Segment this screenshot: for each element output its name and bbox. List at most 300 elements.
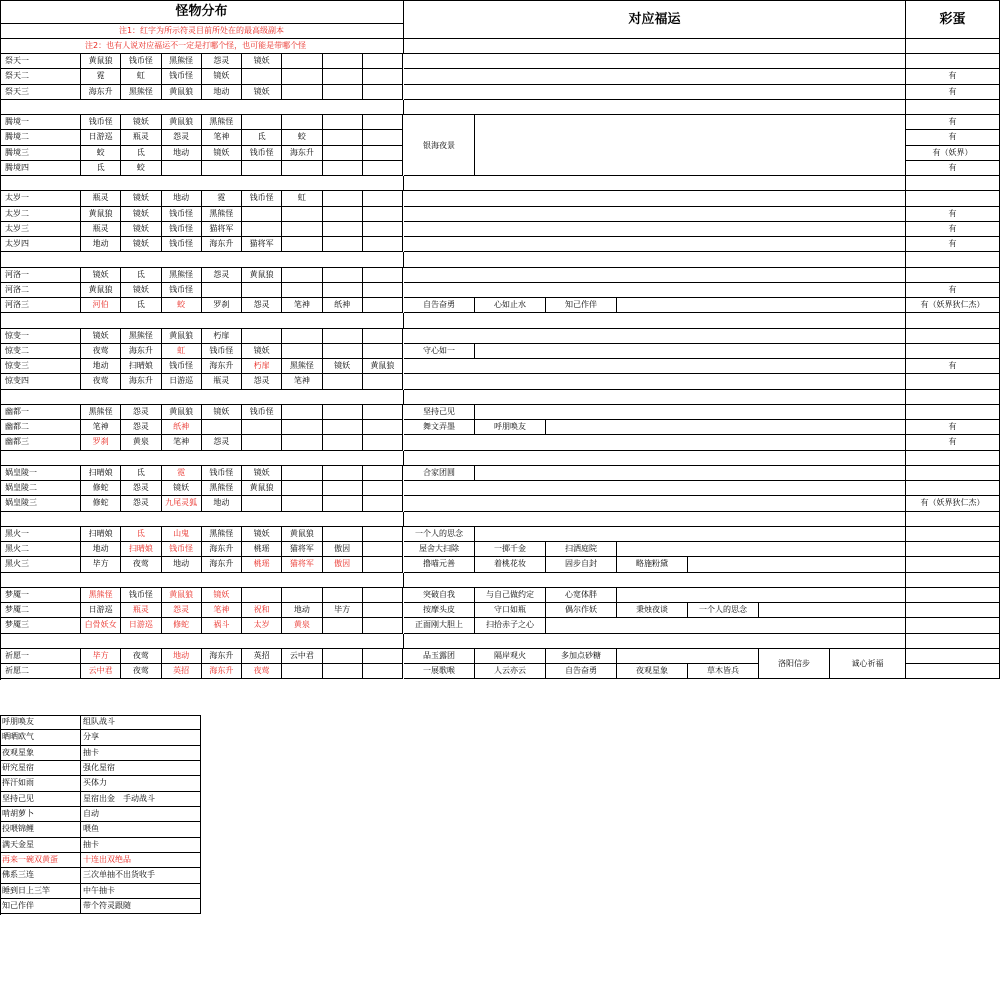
group-gap	[906, 634, 1000, 649]
empty-cell	[282, 481, 322, 496]
fortune-blank	[546, 618, 906, 633]
fortune-blank	[475, 344, 906, 359]
monster-cell: 钱币怪	[162, 222, 202, 237]
monster-cell: 笔神	[81, 420, 121, 435]
empty-cell	[323, 329, 363, 344]
empty-cell	[323, 161, 363, 176]
fortune-cell: 人云亦云	[475, 664, 546, 679]
monster-cell: 夜莺	[81, 374, 121, 389]
dungeon-name: 梦魇二	[0, 603, 81, 618]
fortune-header-spacer	[404, 39, 906, 54]
fortune-blank	[404, 237, 906, 252]
empty-cell	[363, 481, 403, 496]
group-gap	[0, 634, 404, 649]
legend-key: 满天金星	[0, 838, 81, 853]
monster-cell: 怨灵	[162, 603, 202, 618]
empty-cell	[323, 527, 363, 542]
empty-cell	[242, 115, 282, 130]
egg-cell	[906, 603, 1000, 618]
fortune-blank	[475, 527, 906, 542]
monster-cell: 蛟	[121, 161, 161, 176]
empty-cell	[363, 588, 403, 603]
group-gap	[0, 390, 404, 405]
egg-cell	[906, 664, 1000, 679]
fortune-cell: 呼朋唤友	[475, 420, 546, 435]
monster-cell: 猫将军	[282, 542, 322, 557]
monster-cell: 黄鼠狼	[81, 54, 121, 69]
group-gap	[0, 100, 404, 115]
dungeon-name: 腾境三	[0, 146, 81, 161]
dungeon-name: 黑火二	[0, 542, 81, 557]
group-gap	[906, 451, 1000, 466]
empty-cell	[242, 207, 282, 222]
monster-cell: 虹	[282, 191, 322, 206]
monster-cell: 云中君	[282, 649, 322, 664]
monster-cell: 黄鼠狼	[242, 481, 282, 496]
empty-cell	[323, 207, 363, 222]
egg-cell: 有（妖界狄仁杰）	[906, 298, 1000, 313]
fortune-cell: 屋舍大扫除	[404, 542, 475, 557]
group-gap	[404, 512, 906, 527]
egg-cell	[906, 329, 1000, 344]
empty-cell	[242, 420, 282, 435]
monster-cell: 镜妖	[242, 344, 282, 359]
empty-cell	[323, 130, 363, 145]
fortune-blank	[617, 542, 906, 557]
fortune-blank	[404, 283, 906, 298]
egg-cell	[906, 481, 1000, 496]
empty-cell	[323, 268, 363, 283]
egg-cell: 有	[906, 115, 1000, 130]
monster-cell: 镜妖	[202, 69, 242, 84]
monster-cell: 祸斗	[202, 618, 242, 633]
dungeon-name: 梦魇一	[0, 588, 81, 603]
fortune-cell: 着桃花妆	[475, 557, 546, 572]
empty-cell	[363, 374, 403, 389]
dungeon-name: 腾境二	[0, 130, 81, 145]
egg-header-spacer	[906, 39, 1000, 54]
monster-cell: 镜妖	[323, 359, 363, 374]
monster-cell: 夜莺	[121, 664, 161, 679]
legend-key: 知己作伴	[0, 899, 81, 914]
monster-cell: 钱币怪	[202, 344, 242, 359]
monster-cell: 镜妖	[81, 268, 121, 283]
monster-cell: 镜妖	[242, 527, 282, 542]
monster-cell: 黑熊怪	[121, 85, 161, 100]
empty-cell	[323, 588, 363, 603]
monster-cell: 傲因	[323, 557, 363, 572]
legend-value: 分享	[81, 730, 201, 745]
dungeon-name: 河洛三	[0, 298, 81, 313]
monster-cell: 氐	[121, 298, 161, 313]
monster-cell: 桃瑶	[242, 542, 282, 557]
group-gap	[404, 313, 906, 328]
egg-cell	[906, 588, 1000, 603]
egg-cell	[906, 466, 1000, 481]
fortune-cell: 舞文弄墨	[404, 420, 475, 435]
monster-cell: 钱币怪	[162, 237, 202, 252]
egg-cell: 有	[906, 237, 1000, 252]
egg-cell: 有	[906, 207, 1000, 222]
fortune-blank	[475, 466, 906, 481]
fortune-blank	[475, 405, 906, 420]
fortune-cell: 草木皆兵	[688, 664, 759, 679]
empty-cell	[363, 542, 403, 557]
monster-cell: 傲因	[323, 542, 363, 557]
monster-cell: 黑熊怪	[81, 405, 121, 420]
group-gap	[404, 573, 906, 588]
monster-cell: 瓶灵	[121, 130, 161, 145]
monster-cell: 海东升	[202, 237, 242, 252]
empty-cell	[363, 283, 403, 298]
monster-cell: 霓	[162, 466, 202, 481]
monster-cell: 夜莺	[121, 649, 161, 664]
monster-cell: 海东升	[202, 649, 242, 664]
empty-cell	[323, 115, 363, 130]
egg-cell	[906, 542, 1000, 557]
egg-cell: 有	[906, 359, 1000, 374]
fortune-blank	[617, 649, 759, 664]
monster-cell: 瓶灵	[121, 603, 161, 618]
empty-cell	[282, 237, 322, 252]
monster-cell: 黑熊怪	[202, 527, 242, 542]
dungeon-name: 娲皇陵二	[0, 481, 81, 496]
fortune-cell: 自告奋勇	[546, 664, 617, 679]
dungeon-name: 梦魇三	[0, 618, 81, 633]
monster-cell: 猫将军	[282, 557, 322, 572]
egg-cell: 有	[906, 130, 1000, 145]
group-gap	[906, 176, 1000, 191]
monster-cell: 罗刹	[81, 435, 121, 450]
egg-cell: 有	[906, 420, 1000, 435]
egg-cell: 有	[906, 69, 1000, 84]
group-gap	[404, 390, 906, 405]
legend-key: 睡到日上三竿	[0, 884, 81, 899]
dungeon-name: 太岁一	[0, 191, 81, 206]
fortune-cell: 心宽体胖	[546, 588, 617, 603]
legend-key: 研究星宿	[0, 761, 81, 776]
fortune-cell: 一掷千金	[475, 542, 546, 557]
empty-cell	[323, 435, 363, 450]
monster-cell: 黄鼠狼	[282, 527, 322, 542]
empty-cell	[282, 588, 322, 603]
group-gap	[0, 252, 404, 267]
monster-cell: 虹	[162, 344, 202, 359]
monster-cell: 钱币怪	[242, 146, 282, 161]
dungeon-name: 太岁三	[0, 222, 81, 237]
egg-cell	[906, 54, 1000, 69]
monster-cell: 夜莺	[121, 557, 161, 572]
empty-cell	[242, 329, 282, 344]
monster-cell: 夜莺	[242, 664, 282, 679]
empty-cell	[363, 527, 403, 542]
empty-cell	[363, 557, 403, 572]
monster-cell: 镜妖	[121, 115, 161, 130]
empty-cell	[323, 237, 363, 252]
legend-value: 自动	[81, 807, 201, 822]
monster-cell: 蛟	[81, 146, 121, 161]
empty-cell	[363, 130, 403, 145]
fortune-blank	[475, 115, 906, 176]
monster-cell: 瓶灵	[81, 222, 121, 237]
monster-cell: 镜妖	[121, 283, 161, 298]
legend-value: 抽卡	[81, 838, 201, 853]
group-gap	[906, 100, 1000, 115]
monster-cell: 黑熊怪	[202, 207, 242, 222]
empty-cell	[363, 664, 403, 679]
monster-cell: 氐	[81, 161, 121, 176]
fortune-cell: 知己作伴	[546, 298, 617, 313]
group-gap	[0, 512, 404, 527]
fortune-blank	[404, 435, 906, 450]
monster-cell: 黑熊怪	[202, 115, 242, 130]
fortune-cell: 与自己做约定	[475, 588, 546, 603]
dungeon-name: 娲皇陵三	[0, 496, 81, 511]
monster-cell: 钱币怪	[162, 359, 202, 374]
monster-cell: 日游巡	[162, 374, 202, 389]
monster-cell: 钱币怪	[121, 588, 161, 603]
dungeon-name: 幽都三	[0, 435, 81, 450]
empty-cell	[363, 237, 403, 252]
monster-cell: 地动	[81, 542, 121, 557]
monster-cell: 笔神	[202, 603, 242, 618]
monster-cell: 夜莺	[81, 344, 121, 359]
empty-cell	[282, 222, 322, 237]
monster-cell: 海东升	[121, 374, 161, 389]
empty-cell	[282, 268, 322, 283]
monster-cell: 地动	[162, 649, 202, 664]
monster-cell: 海东升	[202, 542, 242, 557]
egg-cell	[906, 405, 1000, 420]
dungeon-name: 幽都一	[0, 405, 81, 420]
empty-cell	[282, 283, 322, 298]
group-gap	[404, 634, 906, 649]
empty-cell	[323, 466, 363, 481]
monster-cell: 九尾灵狐	[162, 496, 202, 511]
monster-cell: 氐	[121, 466, 161, 481]
monster-cell: 钱币怪	[162, 283, 202, 298]
monster-cell: 海东升	[202, 359, 242, 374]
monster-cell: 黄鼠狼	[162, 329, 202, 344]
monster-cell: 蛟	[162, 298, 202, 313]
group-gap	[404, 176, 906, 191]
monster-cell: 英招	[162, 664, 202, 679]
monster-cell: 蛟	[282, 130, 322, 145]
monster-cell: 钱币怪	[242, 191, 282, 206]
group-gap	[906, 252, 1000, 267]
fortune-cell: 按摩头皮	[404, 603, 475, 618]
legend-value: 星宿出金 手动战斗	[81, 792, 201, 807]
empty-cell	[242, 69, 282, 84]
monster-cell: 笔神	[162, 435, 202, 450]
empty-cell	[363, 146, 403, 161]
monster-cell: 钱币怪	[202, 466, 242, 481]
monster-cell: 镜妖	[121, 237, 161, 252]
monster-cell: 罗刹	[202, 298, 242, 313]
monster-cell: 怨灵	[121, 481, 161, 496]
monster-cell: 修蛇	[162, 618, 202, 633]
monster-cell: 纸神	[162, 420, 202, 435]
monster-cell: 黑熊怪	[81, 588, 121, 603]
group-gap	[404, 100, 906, 115]
monster-cell: 镜妖	[202, 146, 242, 161]
monster-cell: 地动	[202, 496, 242, 511]
group-gap	[906, 512, 1000, 527]
fortune-blank	[404, 69, 906, 84]
empty-cell	[363, 496, 403, 511]
monster-cell: 白骨妖女	[81, 618, 121, 633]
monster-cell: 黄鼠狼	[81, 283, 121, 298]
note-2: 注2：也有人说对应福运不一定是打哪个怪，也可能是带哪个怪	[0, 39, 404, 54]
monster-cell: 镜妖	[81, 329, 121, 344]
empty-cell	[282, 664, 322, 679]
fortune-cell: 撸喵元善	[404, 557, 475, 572]
monster-cell: 氐	[121, 268, 161, 283]
egg-cell	[906, 191, 1000, 206]
monster-cell: 海东升	[202, 557, 242, 572]
fortune-cell: 固步自封	[546, 557, 617, 572]
monster-cell: 笔神	[202, 130, 242, 145]
monster-cell: 地动	[162, 146, 202, 161]
empty-cell	[363, 618, 403, 633]
monster-cell: 镜妖	[242, 54, 282, 69]
monster-cell: 地动	[81, 237, 121, 252]
monster-cell: 毕方	[81, 557, 121, 572]
monster-cell: 钱币怪	[81, 115, 121, 130]
legend-value: 买体力	[81, 776, 201, 791]
empty-cell	[363, 329, 403, 344]
empty-cell	[323, 146, 363, 161]
monster-cell: 地动	[202, 85, 242, 100]
egg-cell: 有（妖界）	[906, 146, 1000, 161]
monster-cell: 黄鼠狼	[242, 268, 282, 283]
monster-cell: 钱币怪	[162, 207, 202, 222]
empty-cell	[363, 420, 403, 435]
empty-cell	[282, 405, 322, 420]
fortune-blank	[546, 420, 906, 435]
monster-cell: 黄鼠狼	[162, 405, 202, 420]
group-gap	[404, 451, 906, 466]
monster-cell: 黑熊怪	[162, 268, 202, 283]
dungeon-name: 娲皇陵一	[0, 466, 81, 481]
legend-value: 强化星宿	[81, 761, 201, 776]
fortune-cell: 隔岸观火	[475, 649, 546, 664]
egg-cell	[906, 527, 1000, 542]
fortune-merged-cell: 洛阳信步	[759, 649, 830, 680]
monster-cell: 日游巡	[81, 130, 121, 145]
empty-cell	[242, 435, 282, 450]
fortune-merged-cell: 诚心祈福	[830, 649, 906, 680]
monster-cell: 霓	[202, 191, 242, 206]
monster-cell: 霓	[81, 69, 121, 84]
fortune-cell: 一个人的思念	[404, 527, 475, 542]
group-gap	[0, 313, 404, 328]
monster-cell: 黄泉	[282, 618, 322, 633]
empty-cell	[202, 420, 242, 435]
group-gap	[906, 573, 1000, 588]
monster-cell: 镜妖	[121, 191, 161, 206]
empty-cell	[363, 115, 403, 130]
monster-cell: 镜妖	[242, 85, 282, 100]
monster-cell: 日游巡	[81, 603, 121, 618]
empty-cell	[363, 435, 403, 450]
empty-cell	[363, 649, 403, 664]
dungeon-name: 幽都二	[0, 420, 81, 435]
empty-cell	[323, 54, 363, 69]
fortune-cell: 自告奋勇	[404, 298, 475, 313]
empty-cell	[242, 161, 282, 176]
legend-value: 抽卡	[81, 746, 201, 761]
fortune-cell: 心如止水	[475, 298, 546, 313]
empty-cell	[323, 374, 363, 389]
legend-key: 夜观星象	[0, 746, 81, 761]
empty-cell	[363, 344, 403, 359]
monster-cell: 日游巡	[121, 618, 161, 633]
empty-cell	[323, 649, 363, 664]
legend-value: 带个符灵跟随	[81, 899, 201, 914]
empty-cell	[363, 54, 403, 69]
monster-cell: 扫晴娘	[81, 466, 121, 481]
dungeon-name: 祭天三	[0, 85, 81, 100]
monster-cell: 太岁	[242, 618, 282, 633]
empty-cell	[363, 222, 403, 237]
fortune-cell: 守心如一	[404, 344, 475, 359]
monster-cell: 黄鼠狼	[363, 359, 403, 374]
empty-cell	[162, 161, 202, 176]
empty-cell	[323, 283, 363, 298]
egg-cell: 有	[906, 161, 1000, 176]
dungeon-name: 祈愿二	[0, 664, 81, 679]
dungeon-name: 惊变二	[0, 344, 81, 359]
monster-cell: 地动	[162, 557, 202, 572]
monster-cell: 扫晴娘	[121, 542, 161, 557]
empty-cell	[363, 69, 403, 84]
fortune-cell: 一个人的思念	[688, 603, 759, 618]
legend-key: 晒晒欧气	[0, 730, 81, 745]
monster-cell: 海东升	[282, 146, 322, 161]
empty-cell	[323, 191, 363, 206]
empty-cell	[202, 283, 242, 298]
fortune-cell: 秉烛夜谈	[617, 603, 688, 618]
empty-cell	[323, 496, 363, 511]
monster-cell: 黑熊怪	[202, 481, 242, 496]
empty-cell	[363, 161, 403, 176]
egg-cell: 有	[906, 283, 1000, 298]
dungeon-name: 祭天一	[0, 54, 81, 69]
fortune-cell: 坚持己见	[404, 405, 475, 420]
monster-cell: 纸神	[323, 298, 363, 313]
legend-value: 十连出双绝品	[81, 853, 201, 868]
egg-cell: 有	[906, 222, 1000, 237]
empty-cell	[242, 222, 282, 237]
dungeon-name: 惊变一	[0, 329, 81, 344]
empty-cell	[202, 161, 242, 176]
monster-cell: 毕方	[81, 649, 121, 664]
group-gap	[0, 451, 404, 466]
empty-cell	[282, 329, 322, 344]
empty-cell	[323, 481, 363, 496]
fortune-cell: 夜观星象	[617, 664, 688, 679]
fortune-blank	[404, 359, 906, 374]
monster-cell: 怨灵	[242, 374, 282, 389]
monster-cell: 氐	[121, 146, 161, 161]
monster-cell: 笔神	[282, 298, 322, 313]
empty-cell	[363, 603, 403, 618]
monster-cell: 怨灵	[121, 405, 161, 420]
dungeon-name: 河洛一	[0, 268, 81, 283]
empty-cell	[282, 85, 322, 100]
fortune-blank	[404, 268, 906, 283]
